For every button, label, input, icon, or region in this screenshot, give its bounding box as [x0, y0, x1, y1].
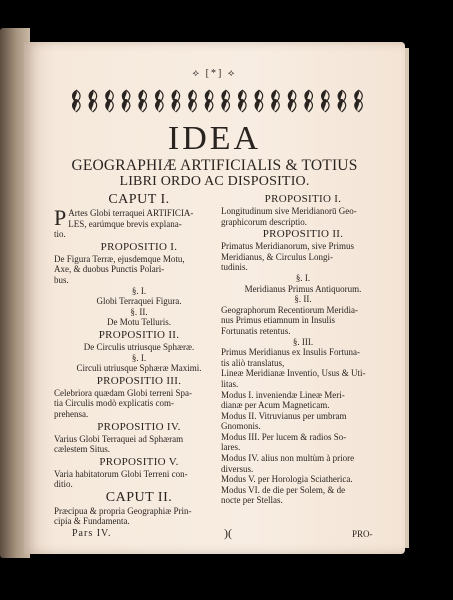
proposition-heading: PROPOSITIO I.	[100, 240, 178, 253]
proposition-heading: PROPOSITIO I.	[264, 193, 342, 205]
text-line: Meridianus Primus Antiquorum.	[244, 283, 362, 294]
fleuron-icon	[172, 90, 180, 112]
text-line: LES, earúmque brevis explana-	[68, 218, 182, 229]
fleuron-icon	[221, 90, 229, 112]
fleuron-icon	[105, 90, 113, 112]
text-line: Modus IV. alius non multùm à priore	[221, 453, 355, 464]
page-title: IDEA	[167, 120, 262, 157]
fleuron-icon	[89, 90, 97, 112]
left-column	[54, 192, 224, 527]
subtitle-line-1: GEOGRAPHIÆ ARTIFICIALIS & TOTIUS	[71, 157, 358, 174]
text-line: De Figura Terræ, ejusdemque Motu,	[54, 253, 185, 264]
fleuron-icon	[354, 90, 362, 112]
text-line: Axe, & duobus Punctis Polari-	[54, 264, 165, 275]
text-line: tio.	[54, 229, 66, 240]
right-column	[221, 192, 385, 506]
proposition-heading: PROPOSITIO II.	[98, 328, 180, 341]
text-line: nocte per Stellas.	[221, 495, 283, 506]
text-line: Longitudinum sive Meridianorū Geo-	[221, 206, 357, 216]
chapter-heading: CAPUT I.	[108, 192, 170, 207]
fleuron-icon	[321, 90, 329, 112]
text-line: Meridianus, & Circulus Longi-	[221, 251, 333, 262]
fleuron-icon	[122, 90, 130, 112]
text-line: §. I.	[295, 272, 311, 283]
proposition-heading: PROPOSITIO III.	[96, 374, 182, 387]
text-line: Modus II. Vitruvianus per umbram	[221, 410, 347, 421]
text-line: bus.	[54, 274, 69, 285]
text-line: ditio.	[54, 479, 73, 490]
text-line: §. II.	[130, 306, 148, 317]
text-line: Varia habitatorum Globi Terreni con-	[54, 468, 188, 479]
fleuron-icon	[271, 90, 279, 112]
page-fore-edge	[405, 48, 409, 548]
text-line: Primus Meridianus ex Insulis Fortuna-	[221, 347, 360, 358]
proposition-heading: PROPOSITIO V.	[99, 455, 179, 468]
catchword: PRO-	[352, 529, 373, 539]
text-line: Artes Globi terraquei ARTIFICIA-	[68, 208, 194, 218]
text-line: Fortunatis retentus.	[221, 325, 291, 336]
fleuron-icon	[155, 90, 163, 112]
text-line: Modus I. inveniendæ Lineæ Meri-	[221, 389, 345, 400]
text-line: Varius Globi Terraquei ad Sphæram	[54, 433, 184, 444]
text-line: Geographorum Recentiorum Meridia-	[221, 304, 358, 315]
drop-cap: P	[54, 205, 67, 230]
text-line: nus Primus etiamnum in Insulis	[221, 315, 336, 326]
subtitle-line-2: LIBRI ORDO AC DISPOSITIO.	[119, 174, 310, 189]
text-line: cipia & Fundamenta.	[54, 516, 130, 527]
text-line: Modus III. Per lucem & radios So-	[221, 431, 347, 442]
ornament-band	[68, 88, 368, 114]
section-mark: )(	[224, 526, 232, 540]
text-line: Modus V. per Horologia Sciatherica.	[221, 474, 353, 485]
text-line: tia Circulis modò explicatis com-	[54, 398, 174, 409]
fleuron-icon	[288, 90, 296, 112]
text-line: graphicorum descriptio.	[221, 216, 307, 227]
text-line: cælestem Situs.	[54, 444, 110, 455]
fleuron-icon	[72, 90, 80, 112]
text-line: tis aliò translatus,	[221, 357, 285, 368]
text-line: De Circulis utriusque Sphæræ.	[83, 341, 195, 352]
text-line: litas.	[221, 378, 239, 389]
text-line: §. II.	[294, 294, 312, 305]
fleuron-icon	[338, 90, 346, 112]
fleuron-icon	[255, 90, 263, 112]
fleuron-icon	[205, 90, 213, 112]
text-line: Lineæ Meridianæ Inventio, Usus & Uti-	[221, 368, 366, 379]
text-line: Globi Terraquei Figura.	[96, 296, 182, 307]
text-line: Circuli utriusque Sphæræ Maximi.	[76, 363, 202, 374]
text-line: lares.	[221, 442, 241, 453]
text-line: dianæ per Acum Magneticam.	[221, 400, 330, 411]
text-line: Primatus Meridianorum, sive Primus	[221, 241, 354, 252]
text-line: §. I.	[131, 352, 147, 363]
signature-mark: Pars IV.	[72, 528, 112, 539]
text-line: prehensa.	[54, 408, 89, 419]
text-line: Præcipua & propria Geographiæ Prin-	[54, 505, 192, 516]
chapter-heading: CAPUT II.	[105, 489, 173, 505]
book-page	[24, 42, 405, 554]
text-line: §. III.	[292, 336, 314, 347]
page-number: ⟡ [*] ⟡	[192, 68, 237, 79]
fleuron-icon	[304, 90, 312, 112]
fleuron-icon	[138, 90, 146, 112]
text-line: §. I.	[131, 285, 147, 296]
proposition-heading: PROPOSITIO IV.	[97, 420, 181, 433]
fleuron-icon	[188, 90, 196, 112]
proposition-heading: PROPOSITIO II.	[262, 228, 344, 241]
text-line: Gnomonis.	[221, 421, 261, 432]
text-line: tudinis.	[221, 262, 248, 273]
fleuron-icon	[238, 90, 246, 112]
text-line: Celebriora quædam Globi terreni Spa-	[54, 387, 192, 398]
text-line: Modus VI. de die per Solem, & de	[221, 484, 346, 495]
text-line: De Motu Telluris.	[107, 317, 171, 328]
text-line: diversus.	[221, 463, 254, 474]
